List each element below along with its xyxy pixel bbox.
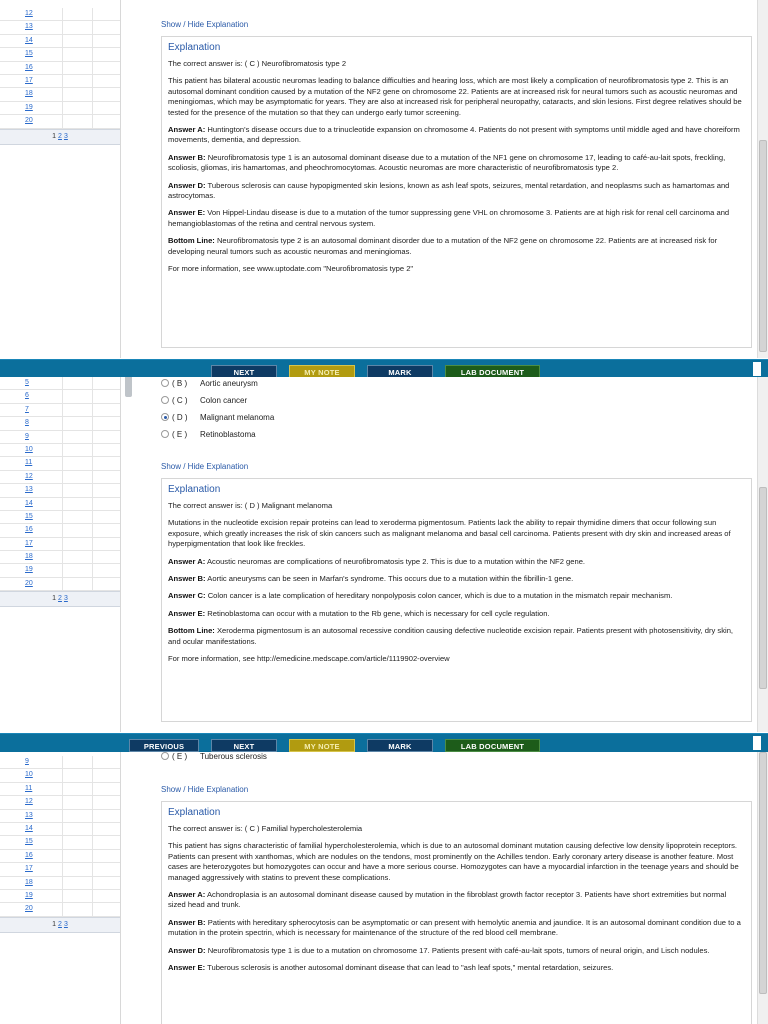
explanation-heading: Explanation — [168, 42, 221, 53]
mark-cell — [92, 444, 93, 456]
mark-cell — [92, 511, 93, 523]
status-cell — [62, 810, 63, 822]
question-list-row — [0, 578, 120, 591]
status-cell — [62, 471, 63, 483]
bottom-toolbar — [0, 733, 768, 752]
status-cell — [62, 404, 63, 416]
question-list-row — [0, 35, 120, 48]
mark-cell — [92, 471, 93, 483]
status-cell — [62, 62, 63, 74]
mark-cell — [92, 538, 93, 550]
vertical-scrollbar[interactable] — [757, 377, 768, 732]
more-info-line: For more information, see http://emedicine.medscape.com/article/1119902-overview — [168, 654, 450, 664]
main-content — [125, 377, 756, 732]
explanation-body: This patient has bilateral acoustic neuromas leading to balance difficulties and hearing loss, which are most likely a complication of neurofibromatosis type 2. This is an autosomal dominant condition caused by a mutation of the NF2 gene on chromosome 22. Patients are at increased risk for neural tumors such as acoustic neuromas and meningiomas, which may be asymptomatic for years. They are also at increased risk for peripheral neuropathy, cataracts, and skin lesions. First degree relatives should be tested for the presence of the mutation so that they can undergo early tumor screening. — [168, 76, 742, 117]
question-list-row — [0, 48, 120, 61]
explanation-heading: Explanation — [168, 484, 221, 495]
question-list-sidebar — [0, 752, 121, 1024]
answer-explanation: Answer B: Patients with hereditary spherocytosis can be asymptomatic or can present with hemolytic anemia and jaundice. It is an autosomal dominant condition due to a mutation in the protein spectrin, which is necessary for maintenance of the structure of the red blood cell membrane. — [168, 917, 741, 938]
question-number-link[interactable]: 19 — [25, 566, 33, 574]
question-list-row — [0, 88, 120, 101]
radio-button-icon[interactable] — [161, 752, 169, 760]
choice-letter: ( B ) — [172, 379, 188, 388]
question-number-link[interactable]: 19 — [25, 891, 33, 899]
question-number-link[interactable]: 20 — [25, 117, 33, 125]
question-list-row — [0, 115, 120, 128]
status-cell — [62, 890, 63, 902]
question-number-link[interactable]: 16 — [25, 851, 33, 859]
question-number-link[interactable]: 13 — [25, 811, 33, 819]
more-info-line: For more information, see www.uptodate.com "Neurofibromatosis type 2" — [168, 264, 414, 274]
question-number-link[interactable]: 10 — [25, 771, 33, 779]
status-cell — [62, 564, 63, 576]
answer-explanation: Answer A: Acoustic neuromas are complications of neurofibromatosis type 2. This is due to a mutation within the NF2 gene. — [168, 556, 586, 566]
bottom-line: Bottom Line: Neurofibromatosis type 2 is an autosomal dominant disorder due to a mutation of the NF2 gene on chromosome 22. Patients are at increased risk for developing neural tumors such as acoustic neuromas and meningiomas. — [168, 236, 718, 256]
question-number-link[interactable]: 8 — [25, 419, 29, 427]
mark-cell — [92, 796, 93, 808]
status-cell — [62, 823, 63, 835]
mark-button[interactable]: MARK — [367, 365, 433, 378]
mark-cell — [92, 62, 93, 74]
status-cell — [62, 431, 63, 443]
question-list — [0, 0, 120, 129]
mark-cell — [92, 484, 93, 496]
mark-cell — [92, 903, 93, 915]
show-hide-explanation-link[interactable]: Show / Hide Explanation — [161, 462, 249, 471]
main-content — [125, 752, 756, 1024]
question-list-row — [0, 877, 120, 890]
question-number-link[interactable]: 7 — [25, 405, 29, 413]
answer-explanation: Answer D: Tuberous sclerosis can cause hypopigmented skin lesions, known as ash leaf spots, seizures, mental retardation, and neoplasms such as hamartomas and astrocytomas. — [168, 180, 730, 201]
lab-document-button[interactable]: LAB DOCUMENT — [445, 739, 540, 752]
mark-cell — [92, 8, 93, 20]
status-cell — [62, 88, 63, 100]
question-number-link[interactable]: 19 — [25, 103, 33, 111]
status-cell — [62, 836, 63, 848]
page-link-1[interactable]: 1 — [52, 920, 57, 928]
mark-cell — [92, 21, 93, 33]
question-number-link[interactable]: 10 — [25, 445, 33, 453]
mark-cell — [92, 877, 93, 889]
question-list-row — [0, 551, 120, 564]
question-panel-2 — [0, 377, 768, 732]
mark-cell — [92, 457, 93, 469]
question-list-row — [0, 903, 120, 916]
mark-cell — [92, 836, 93, 848]
status-cell — [62, 796, 63, 808]
bottom-line: Bottom Line: Xeroderma pigmentosum is an autosomal recessive condition causing defective nucleotide excision repair. Patients present with photosensitivity, dry skin, and ocular manifestations. — [168, 626, 734, 646]
question-list-row — [0, 102, 120, 115]
question-list-row — [0, 75, 120, 88]
answer-choice[interactable] — [161, 752, 267, 764]
question-list-row — [0, 21, 120, 34]
question-pager — [0, 591, 120, 607]
question-number-link[interactable]: 12 — [25, 472, 33, 480]
question-number-link[interactable]: 15 — [25, 50, 33, 58]
question-list-row — [0, 471, 120, 484]
mark-cell — [92, 75, 93, 87]
question-number-link[interactable]: 13 — [25, 23, 33, 31]
mark-cell — [92, 850, 93, 862]
choice-letter: ( E ) — [172, 430, 188, 439]
question-list-row — [0, 836, 120, 849]
status-cell — [62, 444, 63, 456]
question-list-row — [0, 417, 120, 430]
explanation-body: This patient has signs characteristic of familial hypercholesterolemia, which is due to an autosomal dominant mutation causing defective low density lipoprotein receptors. Patients can present with xanthomas, which are nodules on the tendons, most prominently on the Achilles tendon. Early coronary artery disease is another feature. Most cases are heterozygotes but homozygotes can occur and have a more serious course. Homozygotes can have a myocardial infarction in the teenage years and should be managed aggressively with statins to prevent these complications. — [168, 841, 739, 882]
question-list-row — [0, 756, 120, 769]
status-cell — [62, 769, 63, 781]
question-list-row — [0, 538, 120, 551]
status-cell — [62, 877, 63, 889]
page-link-1[interactable]: 1 — [52, 595, 57, 603]
question-number-link[interactable]: 12 — [25, 798, 33, 806]
next-button[interactable]: NEXT — [211, 739, 277, 752]
explanation-box — [161, 801, 752, 1024]
question-pager — [0, 917, 120, 933]
question-list-row — [0, 390, 120, 403]
status-cell — [62, 35, 63, 47]
page-link-3[interactable]: 3 — [63, 920, 68, 928]
mark-cell — [92, 417, 93, 429]
main-content — [125, 0, 756, 358]
mark-cell — [92, 498, 93, 510]
question-number-link[interactable]: 20 — [25, 579, 33, 587]
mark-cell — [92, 431, 93, 443]
choice-text: Aortic aneurysm — [200, 379, 258, 388]
question-number-link[interactable]: 15 — [25, 838, 33, 846]
page-link-2[interactable]: 2 — [58, 920, 62, 928]
mark-cell — [92, 769, 93, 781]
next-button[interactable]: NEXT — [211, 365, 277, 378]
mark-cell — [92, 551, 93, 563]
question-list-row — [0, 457, 120, 470]
question-number-link[interactable]: 16 — [25, 526, 33, 534]
choice-text: Malignant melanoma — [200, 413, 275, 422]
mark-cell — [92, 564, 93, 576]
answer-explanation: Answer A: Achondroplasia is an autosomal dominant disease caused by mutation in the fibroblast growth factor receptor 3. Patients have short extremities but normal sized head and trunk. — [168, 890, 727, 910]
radio-button-icon[interactable] — [161, 396, 169, 404]
answer-choice[interactable] — [161, 430, 256, 442]
question-number-link[interactable]: 9 — [25, 758, 29, 765]
question-number-link[interactable]: 16 — [25, 63, 33, 71]
status-cell — [62, 511, 63, 523]
my-note-button[interactable]: MY NOTE — [289, 365, 355, 378]
status-cell — [62, 75, 63, 87]
page-link-3[interactable]: 3 — [63, 132, 68, 140]
question-number-link[interactable]: 15 — [25, 512, 33, 520]
status-cell — [62, 48, 63, 60]
mark-cell — [92, 524, 93, 536]
correct-answer-line: The correct answer is: ( C ) Familial hypercholesterolemia — [168, 824, 363, 833]
question-list-row — [0, 511, 120, 524]
question-number-link[interactable]: 11 — [25, 784, 33, 792]
question-list-row — [0, 783, 120, 796]
answer-explanation: Answer A: Huntington's disease occurs due to a trinucleotide expansion on chromosome 4. Patients do not present with symptoms until middle aged and have choreiform movements, dementia, and depression. — [168, 125, 740, 145]
mark-cell — [92, 48, 93, 60]
status-cell — [62, 903, 63, 915]
status-cell — [62, 377, 63, 389]
status-cell — [62, 551, 63, 563]
page-link-1[interactable]: 1 — [52, 132, 57, 140]
question-list-sidebar — [0, 0, 121, 358]
question-list-row — [0, 498, 120, 511]
mark-cell — [92, 102, 93, 114]
answer-explanation: Answer E: Retinoblastoma can occur with a mutation to the Rb gene, which is necessary for cell cycle regulation. — [168, 608, 550, 618]
question-pager — [0, 129, 120, 145]
question-number-link[interactable]: 17 — [25, 865, 33, 873]
mark-cell — [92, 578, 93, 590]
status-cell — [62, 756, 63, 768]
status-cell — [62, 498, 63, 510]
lab-document-button[interactable]: LAB DOCUMENT — [445, 365, 540, 378]
mark-button[interactable]: MARK — [367, 739, 433, 752]
question-list — [0, 377, 120, 591]
question-number-link[interactable]: 18 — [25, 878, 33, 886]
question-number-link[interactable]: 13 — [25, 486, 33, 494]
question-list-row — [0, 444, 120, 457]
correct-answer-line: The correct answer is: ( D ) Malignant melanoma — [168, 501, 333, 510]
answer-explanation: Answer C: Colon cancer is a late complication of hereditary nonpolyposis colon cancer, which is due to a mutation in the mismatch repair mechanism. — [168, 591, 673, 601]
question-list-row — [0, 524, 120, 537]
status-cell — [62, 524, 63, 536]
question-number-link[interactable]: 14 — [25, 499, 33, 507]
question-panel-3 — [0, 752, 768, 1024]
status-cell — [62, 417, 63, 429]
question-list-row — [0, 377, 120, 390]
status-cell — [62, 578, 63, 590]
question-number-link[interactable]: 18 — [25, 90, 33, 98]
question-number-link[interactable]: 18 — [25, 553, 33, 561]
mark-cell — [92, 35, 93, 47]
explanation-box — [161, 36, 752, 348]
status-cell — [62, 21, 63, 33]
previous-button[interactable]: PREVIOUS — [129, 739, 199, 752]
mark-cell — [92, 890, 93, 902]
radio-button-icon[interactable] — [161, 379, 169, 387]
answer-explanation: Answer E: Tuberous sclerosis is another autosomal dominant disease that can lead to "ash leaf spots," mental retardation, seizures. — [168, 963, 614, 973]
mark-cell — [92, 783, 93, 795]
question-list-row — [0, 796, 120, 809]
explanation-box — [161, 478, 752, 722]
mark-cell — [92, 115, 93, 127]
status-cell — [62, 783, 63, 795]
window-restore-icon[interactable] — [752, 361, 762, 377]
question-list-sidebar — [0, 377, 121, 732]
page-link-2[interactable]: 2 — [58, 595, 62, 603]
status-cell — [62, 8, 63, 20]
page-link-2[interactable]: 2 — [58, 132, 62, 140]
radio-button-icon[interactable] — [161, 430, 169, 438]
choice-text: Tuberous sclerosis — [200, 752, 267, 761]
question-number-link[interactable]: 6 — [25, 392, 29, 400]
question-number-link[interactable]: 14 — [25, 824, 33, 832]
status-cell — [62, 102, 63, 114]
mark-cell — [92, 810, 93, 822]
question-list-row — [0, 769, 120, 782]
question-list-row — [0, 404, 120, 417]
window-restore-icon[interactable] — [752, 735, 762, 751]
status-cell — [62, 484, 63, 496]
answer-choice[interactable] — [161, 396, 247, 408]
question-list-row — [0, 484, 120, 497]
answer-explanation: Answer B: Aortic aneurysms can be seen in Marfan's syndrome. This occurs due to a mutation within the fibrillin-1 gene. — [168, 574, 574, 584]
page-link-3[interactable]: 3 — [63, 595, 68, 603]
show-hide-explanation-link[interactable]: Show / Hide Explanation — [161, 20, 249, 29]
question-list-row — [0, 850, 120, 863]
explanation-heading: Explanation — [168, 807, 221, 818]
question-number-link[interactable]: 17 — [25, 76, 33, 84]
status-cell — [62, 457, 63, 469]
vertical-scrollbar[interactable] — [757, 752, 768, 1024]
question-number-link[interactable]: 12 — [25, 10, 33, 17]
question-list-row — [0, 823, 120, 836]
choice-letter: ( C ) — [172, 396, 188, 405]
question-list-row — [0, 810, 120, 823]
question-panel-1 — [0, 0, 768, 358]
mark-cell — [92, 88, 93, 100]
mark-cell — [92, 390, 93, 402]
status-cell — [62, 538, 63, 550]
answer-choice[interactable] — [161, 379, 258, 391]
question-number-link[interactable]: 5 — [25, 379, 29, 386]
status-cell — [62, 115, 63, 127]
status-cell — [62, 863, 63, 875]
choice-text: Colon cancer — [200, 396, 248, 405]
choice-letter: ( E ) — [172, 752, 188, 761]
mark-cell — [92, 863, 93, 875]
mark-cell — [92, 823, 93, 835]
question-list-row — [0, 890, 120, 903]
answer-explanation: Answer E: Von Hippel-Lindau disease is due to a mutation of the tumor suppressing gene VHL on chromosome 3. Patients are at high risk for renal cell carcinoma and hemangioblastomas of the retina and central nervous system. — [168, 208, 730, 228]
vertical-scrollbar[interactable] — [757, 0, 768, 358]
status-cell — [62, 390, 63, 402]
question-list-row — [0, 564, 120, 577]
show-hide-explanation-link[interactable]: Show / Hide Explanation — [161, 785, 249, 794]
radio-button-icon[interactable] — [161, 413, 169, 421]
question-list-row — [0, 431, 120, 444]
question-number-link[interactable]: 20 — [25, 905, 33, 913]
question-number-link[interactable]: 14 — [25, 36, 33, 44]
answer-explanation: Answer B: Neurofibromatosis type 1 is an autosomal dominant disease due to a mutation of the NF1 gene on chromosome 17, leading to café-au-lait spots, freckling, scoliosis, gliomas, iris hamartomas, and pheochromocytomas. Acoustic neuromas are more characteristic of neurofibromatosis type 2. — [168, 152, 726, 173]
bottom-toolbar — [0, 359, 768, 378]
answer-explanation: Answer D: Neurofibromatosis type 1 is due to a mutation on chromosome 17. Patients present with café-au-lait spots, tumors of neural origin, and Lisch nodules. — [168, 945, 710, 955]
question-number-link[interactable]: 17 — [25, 539, 33, 547]
choice-letter: ( D ) — [172, 413, 188, 422]
my-note-button[interactable]: MY NOTE — [289, 739, 355, 752]
mark-cell — [92, 404, 93, 416]
explanation-body: Mutations in the nucleotide excision repair proteins can lead to xeroderma pigmentosum. Patients lack the ability to repair thymidine dimers that occur following sun exposure, which greatly increases the risk of skin cancers such as malignant melanoma and basal cell carcinoma. Patients present with dry skin and increased areas of hyperpigmentation that look like freckles. — [168, 518, 731, 549]
status-cell — [62, 850, 63, 862]
question-list — [0, 752, 120, 917]
mark-cell — [92, 756, 93, 768]
question-list-row — [0, 863, 120, 876]
choice-text: Retinoblastoma — [200, 430, 256, 439]
question-list-row — [0, 62, 120, 75]
question-list-row — [0, 8, 120, 21]
question-number-link[interactable]: 9 — [25, 432, 29, 440]
correct-answer-line: The correct answer is: ( C ) Neurofibromatosis type 2 — [168, 59, 347, 68]
question-number-link[interactable]: 11 — [25, 459, 33, 467]
answer-choice[interactable] — [161, 413, 274, 425]
mark-cell — [92, 377, 93, 389]
